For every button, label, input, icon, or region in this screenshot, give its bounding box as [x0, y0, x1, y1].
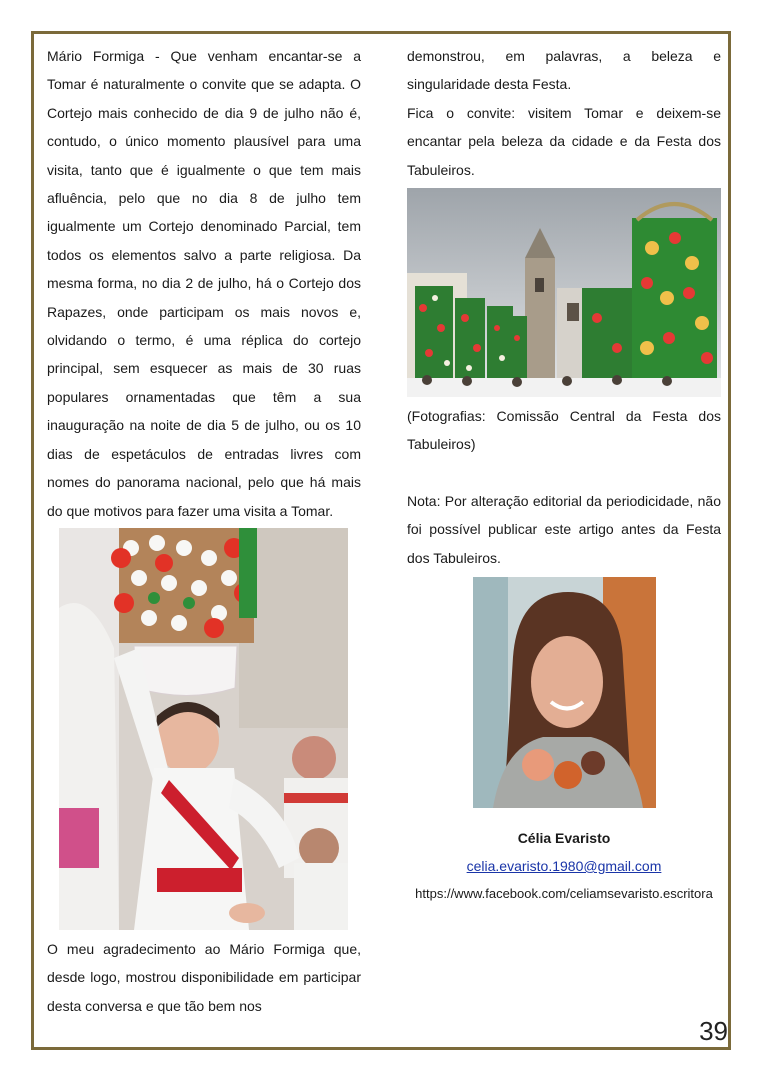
- left-column: [47, 42, 361, 525]
- photo-church-tabuleiros: [407, 188, 721, 397]
- left-paragraph-1: Mário Formiga - Que venham encantar-se a Tomar é naturalmente o convite que se adapta. O Cortejo mais conhecido de dia 9 de julho não é, contudo, o único momento plausível para uma visita, tanto que é igualmente o que tem mais afluência, pelo que no dia 8 de julho tem igualmente um Cortejo denominado Parcial, tem todos os elementos salvo a parte religiosa. Da mesma forma, no dia 2 de julho, há o Cortejo dos Rapazes, onde participam os mais novos e, olvidando o termo, é uma réplica do cortejo principal, sem esquecer as mais de 30 ruas populares ornamentadas que têm a sua inauguração na noite de dia 5 de julho, ou os 10 dias de espetáculos de entradas livres com nomes do panorama nacional, pelo que há mais do que motivos para fazer uma visita a Tomar.: [47, 48, 361, 519]
- left-closing-text: [47, 935, 361, 1020]
- photo-credit-block: [407, 402, 721, 572]
- left-paragraph-2: O meu agradecimento ao Mário Formiga que, desde logo, mostrou disponibilidade em participar desta conversa e que tão bem nos: [47, 941, 361, 1014]
- author-facebook-link[interactable]: https://www.facebook.com/celiamsevaristo.escritora: [415, 886, 713, 901]
- page-number: 39: [699, 1016, 728, 1046]
- right-column: [407, 42, 721, 184]
- photo-credit: (Fotografias: Comissão Central da Festa dos Tabuleiros): [407, 408, 721, 453]
- author-email-link[interactable]: celia.evaristo.1980@gmail.com: [466, 858, 662, 874]
- photo-girl-with-tabuleiro: [59, 528, 348, 930]
- right-paragraph-1: demonstrou, em palavras, a beleza e singularidade desta Festa.: [407, 48, 721, 93]
- author-portrait-illustration: [473, 577, 656, 808]
- photo-author-portrait: [473, 577, 656, 808]
- church-tabuleiros-illustration: [407, 188, 721, 397]
- right-paragraph-2: Fica o convite: visitem Tomar e deixem-se encantar pela beleza da cidade e da Festa dos Tabuleiros.: [407, 104, 721, 178]
- author-name: Célia Evaristo: [517, 830, 611, 846]
- girl-tabuleiro-illustration: [59, 528, 348, 930]
- editorial-note: Nota: Por alteração editorial da periodicidade, não foi possível publicar este artigo antes da Festa dos Tabuleiros.: [407, 492, 721, 566]
- author-block: [398, 824, 730, 908]
